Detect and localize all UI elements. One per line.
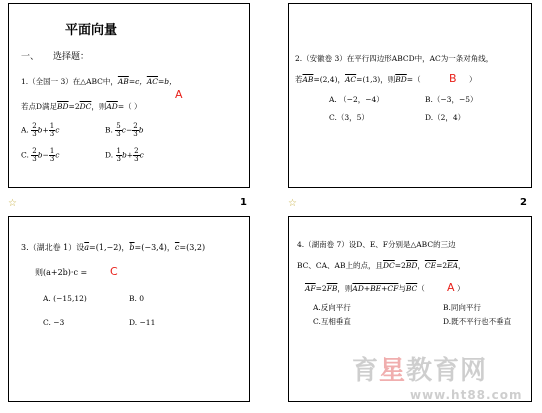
q4-then: ，则 — [337, 284, 353, 293]
vec-bc: $\overline{BC}$ — [405, 284, 418, 293]
vec-ad: $\overline{AD}$ — [106, 102, 118, 111]
option-c: C. −3 — [43, 318, 65, 327]
q4-comma1: ， — [417, 261, 425, 270]
vec-ac: $\overline{AC}$ — [345, 75, 357, 84]
q2-eq1: =(2,4)， — [313, 75, 346, 84]
q4-eq1: =2 — [394, 261, 406, 270]
option-d: D. −11 — [129, 318, 156, 327]
option-c-b: b− — [37, 150, 49, 160]
option-b-label: B. — [105, 125, 113, 135]
option-a-b: b+ — [37, 125, 49, 135]
watermark-logo — [352, 350, 487, 387]
vec-ab: $\overline{AB}$ — [302, 75, 314, 84]
vec-sum: AD+BE+CF — [352, 284, 399, 293]
option-c-c: c — [55, 150, 60, 160]
option-a: A.反向平行 — [313, 303, 351, 312]
q1-cond: 若点D满足 — [21, 102, 58, 111]
q4-eq3: =2 — [315, 284, 327, 293]
star-icon: ☆ — [8, 198, 17, 209]
vec-b: $\overline{b}$ — [129, 243, 135, 252]
option-c: C.互相垂直 — [313, 317, 351, 326]
q4-line2 — [297, 262, 466, 270]
vec-af: $\overline{AF}$ — [305, 284, 316, 293]
option-a: A. （−2，−4） — [329, 95, 384, 104]
den: 3 — [116, 155, 121, 163]
option-d-b: b+ — [122, 150, 134, 160]
den: 3 — [49, 155, 55, 163]
answer-4: A — [447, 281, 455, 294]
num: 2 — [32, 122, 37, 130]
q3-eq-b: =(−3,4)， — [134, 243, 175, 252]
den: 3 — [32, 155, 37, 163]
option-a-label: A. — [21, 125, 29, 135]
vec-ea: $\overline{EA}$ — [447, 261, 459, 270]
num: 2 — [32, 147, 37, 155]
q4-cond: BC、CA、AB上的点，且 — [297, 261, 383, 270]
watermark-char3: 教育网 — [406, 356, 488, 386]
q4-line1: 4.（湖南卷 7）设D、E、F分别是△ABC的三边 — [297, 240, 456, 249]
vec-a: $\overline{a}$ — [84, 243, 90, 252]
watermark-char1: 育 — [352, 356, 380, 386]
option-a — [21, 123, 59, 138]
vec-ce: $\overline{CE}$ — [424, 261, 437, 270]
option-a-c: c — [55, 125, 60, 135]
num: 2 — [134, 147, 139, 155]
q3-eq-a: =(1,−2)， — [89, 243, 130, 252]
option-b-b: b — [138, 125, 144, 135]
vec-dc: $\overline{DC}$ — [79, 102, 92, 111]
option-d: D.（2，4） — [425, 113, 466, 122]
q3-line2: 则(a+2b)·c = — [35, 268, 88, 277]
q2-if: 若 — [295, 75, 303, 84]
slide-2 — [288, 3, 532, 188]
q1-eq-c: =c， — [128, 77, 147, 86]
q1-eq: =2 — [68, 102, 80, 111]
option-b — [105, 123, 144, 138]
star-icon: ☆ — [288, 198, 297, 209]
option-c: C.（3，5） — [329, 113, 369, 122]
q4-with: 与 — [398, 284, 406, 293]
q3-intro: 3.（湖北卷 1）设 — [21, 243, 85, 252]
q1-intro: 1.（全国一 3）在△ABC中， — [21, 77, 118, 86]
den: 3 — [134, 155, 139, 163]
q1-eq-b: =b， — [157, 77, 177, 86]
option-d: D.既不平行也不垂直 — [443, 317, 512, 326]
option-c — [21, 148, 59, 163]
num: 1 — [116, 147, 121, 155]
num: 5 — [116, 122, 121, 130]
q2-line1: 2.（安徽卷 3）在平行四边形ABCD中，AC为一条对角线， — [295, 54, 494, 63]
q1-paren: =（ ） — [117, 102, 142, 111]
option-d-label: D. — [105, 150, 114, 160]
option-d — [105, 148, 144, 163]
option-b: B. 0 — [129, 294, 145, 303]
q4-comma2: ， — [458, 261, 466, 270]
option-a: A. (−15,12) — [43, 294, 87, 303]
q3-eq-c: =(3,2) — [179, 243, 206, 252]
q2-line2 — [295, 76, 421, 84]
q3-line1 — [21, 244, 205, 252]
den: 3 — [32, 130, 37, 138]
slide-number-1: 1 — [240, 197, 247, 208]
option-b: B.同向平行 — [443, 303, 481, 312]
den: 3 — [49, 130, 55, 138]
num: 2 — [133, 122, 138, 130]
watermark-url: www.ht88.com — [410, 388, 523, 402]
option-b: B.（−3，−5） — [425, 95, 478, 104]
den: 3 — [116, 130, 121, 138]
num: 1 — [49, 147, 55, 155]
q1-line2 — [21, 103, 141, 111]
num: 1 — [49, 122, 55, 130]
section-heading: 选择题： — [53, 52, 90, 62]
q4-paren-close: ） — [457, 284, 465, 293]
vec-ac: $\overline{AC}$ — [146, 77, 158, 86]
q2-paren-close: ） — [469, 75, 477, 84]
section-number: 一、 — [21, 52, 40, 62]
q2-paren: =（ — [406, 75, 421, 84]
answer-1: A — [175, 88, 183, 101]
option-c-label: C. — [21, 150, 29, 160]
answer-2: B — [449, 72, 457, 85]
q2-eq2: =(1,3)，则 — [356, 75, 396, 84]
vec-dc: $\overline{DC}$ — [382, 261, 395, 270]
page-title: 平面向量 — [65, 23, 118, 38]
vec-c: $\overline{c}$ — [174, 243, 180, 252]
vec-fb: $\overline{FB}$ — [326, 284, 338, 293]
vec-bd: $\overline{BD}$ — [57, 102, 69, 111]
slide-3 — [8, 216, 250, 402]
watermark-char2: 星 — [379, 356, 407, 386]
option-b-c: c− — [121, 125, 133, 135]
answer-3: C — [110, 265, 118, 278]
vec-ab: $\overline{AB}$ — [117, 77, 129, 86]
slide-1 — [8, 3, 250, 188]
option-d-c: c — [139, 150, 144, 160]
q4-line3 — [305, 285, 425, 293]
q1-line1 — [21, 78, 177, 86]
slide-number-2: 2 — [520, 197, 527, 208]
q1-then: ，则 — [91, 102, 107, 111]
vec-bd: $\overline{BD}$ — [405, 261, 418, 270]
vec-bd: $\overline{BD}$ — [395, 75, 407, 84]
den: 3 — [133, 130, 138, 138]
q4-eq2: =2 — [436, 261, 448, 270]
q4-paren: （ — [417, 284, 425, 293]
